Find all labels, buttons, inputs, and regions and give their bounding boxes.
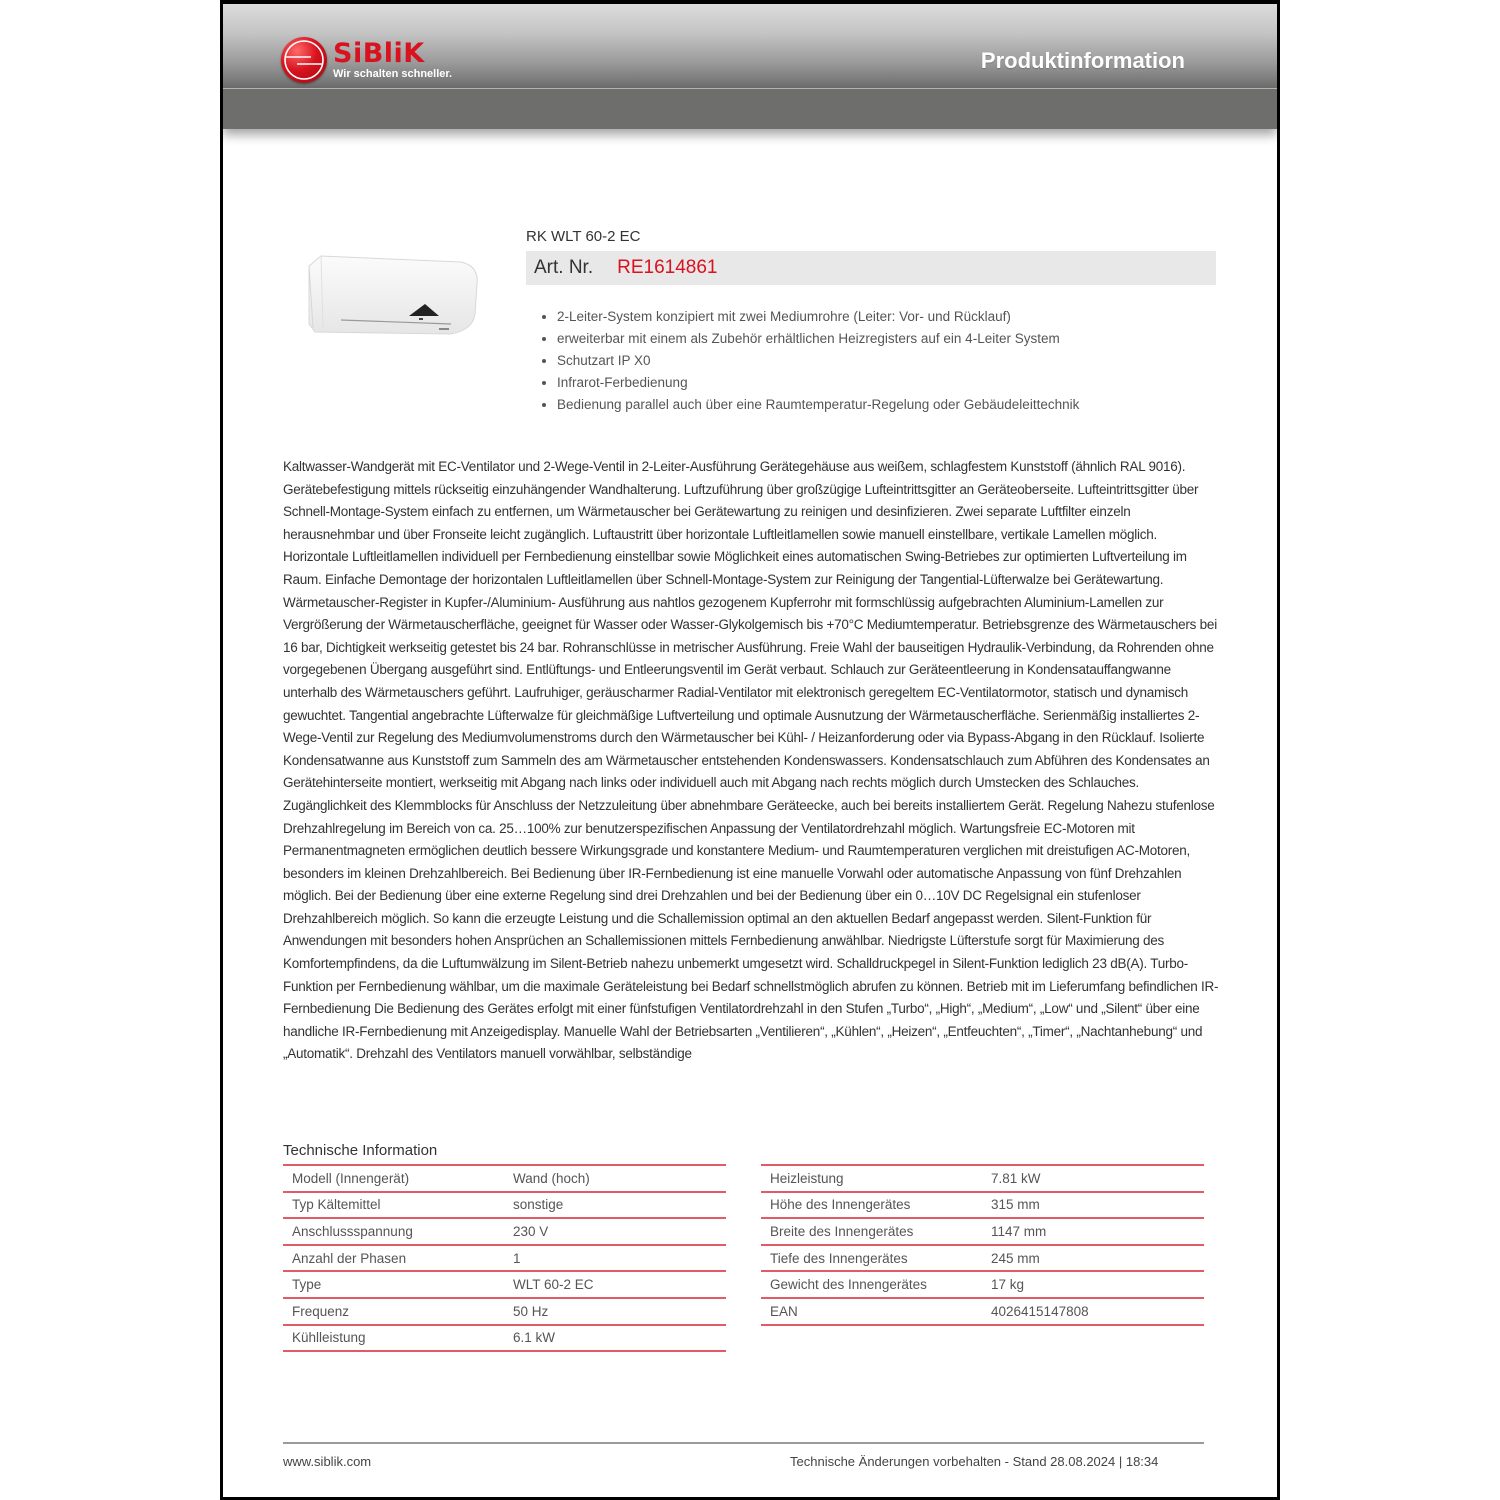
product-model: RK WLT 60-2 EC: [526, 228, 641, 245]
article-number-value: RE1614861: [617, 257, 718, 278]
spec-value: 245 mm: [991, 1250, 1040, 1266]
article-number-label: Art. Nr.: [534, 257, 594, 278]
spec-key: Type: [292, 1277, 322, 1293]
table-row: [283, 1218, 726, 1245]
table-row: [761, 1271, 1204, 1298]
footer-divider: [283, 1442, 1204, 1444]
spec-key: EAN: [770, 1303, 798, 1319]
page-title: Produktinformation: [980, 48, 1185, 73]
spec-value: 230 V: [513, 1223, 549, 1239]
footer-note: Technische Änderungen vorbehalten - Stand 28.08.2024 | 18:34: [790, 1454, 1159, 1469]
technical-table-left: [283, 1164, 726, 1352]
table-row: [283, 1192, 726, 1219]
table-row: [283, 1271, 726, 1298]
brand-name: SiBliK: [333, 38, 425, 69]
spec-key: Frequenz: [292, 1303, 350, 1319]
spec-key: Breite des Innengerätes: [770, 1223, 914, 1239]
table-row: [283, 1298, 726, 1325]
table-row: [283, 1245, 726, 1272]
footer-website-link[interactable]: www.siblik.com: [283, 1454, 372, 1469]
spec-value: 17 kg: [991, 1277, 1025, 1293]
feature-item: • 2-Leiter-System konzipiert mit zwei Mediumrohre (Leiter: Vor- und Rücklauf): [557, 306, 1079, 328]
feature-item: • erweiterbar mit einem als Zubehör erhältlichen Heizregisters auf ein 4-Leiter System: [557, 328, 1079, 350]
header-band: [223, 89, 1277, 129]
spec-value: 6.1 kW: [513, 1330, 556, 1346]
feature-item: • Schutzart IP X0: [557, 350, 1079, 372]
brand-logo: [281, 37, 452, 83]
technical-info-title: Technische Information: [283, 1142, 438, 1159]
spec-key: Modell (Innengerät): [292, 1170, 410, 1186]
spec-key: Gewicht des Innengerätes: [770, 1277, 927, 1293]
spec-value: 50 Hz: [513, 1303, 549, 1319]
logo-disc-icon: [281, 37, 327, 83]
article-number-bar: [526, 251, 1216, 285]
table-row: [761, 1165, 1204, 1192]
product-image: [301, 244, 481, 344]
feature-item: • Bedienung parallel auch über eine Raumtemperatur-Regelung oder Gebäudeleittechnik: [557, 394, 1079, 416]
spec-key: Tiefe des Innengerätes: [770, 1250, 908, 1266]
brand-tagline: Wir schalten schneller.: [333, 68, 453, 80]
spec-value: 1147 mm: [991, 1223, 1047, 1239]
technical-table-right: [761, 1164, 1204, 1326]
spec-value: 1: [513, 1250, 521, 1266]
table-row: [761, 1245, 1204, 1272]
table-row: [761, 1298, 1204, 1325]
spec-value: 315 mm: [991, 1197, 1040, 1213]
spec-value: sonstige: [513, 1197, 564, 1213]
table-row: [283, 1325, 726, 1352]
spec-value: Wand (hoch): [513, 1170, 590, 1186]
page-sheet: [223, 4, 1277, 1497]
spec-key: Anzahl der Phasen: [292, 1250, 407, 1266]
spec-key: Anschlussspannung: [292, 1223, 413, 1239]
product-description: Kaltwasser-Wandgerät mit EC-Ventilator und 2-Wege-Ventil in 2-Leiter-Ausführung Gerätegehäuse aus weißem, schlagfestem Kunststoff (ähnlich RAL 9016). Gerätebefestigung mittels rückseitig einzuhängender Wandhalterung. Luftzuführung über großzügige Lufteintrittsgitter an Geräteoberseite. Lufteintrittsgitter über Schnell-Montage-System einfach zu entfernen, um Wärmetauscher bei Gerätewartung zu reinigen und desinfizieren. Zwei separate Luftfilter einzeln herausnehmbar und über Fronseite leicht zugänglich. Luftaustritt über horizontale Luftleitlamellen sowie manuell einstellbare, vertikale Lamellen möglich. Horizontale Luftleitlamellen individuell per Fernbedienung einstellbar sowie Möglichkeit eines automatischen Swing-Betriebes zur optimierten Luftverteilung im Raum. Einfache Demontage der horizontalen Luftleitlamellen über Schnell-Montage-System zur Reinigung der Tangential-Lüfterwalze bei Gerätewartung. Wärmetauscher-Register in Kupfer-/Aluminium- Ausführung aus nahtlos gezogenem Kupferrohr mit formschlüssig aufgebrachten Aluminium-Lamellen zur Vergrößerung der Wärmetauscherfläche, geeignet für Wasser oder Wasser-Glykolgemisch bis +70°C Mediumtemperatur. Betriebsgrenze des Wärmetauschers bei 16 bar, Dichtigkeit werkseitig getestet bis 24 bar. Rohranschlüsse in metrischer Ausführung. Freie Wahl der bauseitigen Hydraulik-Verbindung, da Rohrenden ohne vorgegebenen Übergang ausgeführt sind. Entlüftungs- und Entleerungsventil im Gerät verbaut. Schlauch zur Geräteentleerung in Kondensatauffangwanne unterhalb des Wärmetauschers geführt. Laufruhiger, geräuscharmer Radial-Ventilator mit elektronisch geregeltem EC-Ventilatormotor, statisch und dynamisch gewuchtet. Tangential angebrachte Lüfterwalze für gleichmäßige Luftverteilung und optimale Ausnutzung der Wärmetauscherfläche. Serienmäßig installiertes 2-Wege-Ventil zur Regelung des Mediumvolumenstroms durch den Wärmetauscher bei Kühl- / Heizanforderung oder via Bypass-Abgang in den Rücklauf. Isolierte Kondensatwanne aus Kunststoff zum Sammeln des am Wärmetauscher entstehenden Kondenswassers. Kondensatschlauch zum Abführen des Kondensates an Gerätehinterseite montiert, werkseitig mit Abgang nach links oder individuell auch mit Abgang nach rechts möglich durch Umstecken des Schlauches. Zugänglichkeit des Klemmblocks für Anschluss der Netzzuleitung über abnehmbare Geräteecke, auch bei bereits installiertem Gerät. Regelung Nahezu stufenlose Drehzahlregelung im Bereich von ca. 25…100% zur benutzerspezifischen Anpassung der Ventilatordrehzahl möglich. Wartungsfreie EC-Motoren mit Permanentmagneten ermöglichen deutlich bessere Wirkungsgrade und konstantere Medium- und Raumtemperaturen verglichen mit dreistufigen AC-Motoren, besonders im kleinen Drehzahlbereich. Bei Bedienung über IR-Fernbedienung ist eine manuelle Vorwahl oder automatische Anpassung von fünf Drehzahlen möglich. Bei der Bedienung über eine externe Regelung sind drei Drehzahlen und bei der Bedienung über ein 0…10V DC Regelsignal ein stufenloser Drehzahlbereich möglich. So kann die erzeugte Leistung und die Schallemission optimal an den aktuellen Bedarf angepasst werden. Silent-Funktion für Anwendungen mit besonders hohen Ansprüchen an Schallemissionen mittels Fernbedienung anwählbar. Niedrigste Lüfterstufe sorgt für Maximierung des Komfortempfindens, da die Luftumwälzung im Silent-Betrieb nahezu unbemerkt umgesetzt wird. Schalldruckpegel in Silent-Funktion lediglich 23 dB(A). Turbo-Funktion per Fernbedienung wählbar, um die maximale Geräteleistung bei Bedarf schnellstmöglich abrufen zu können. Betrieb mit im Lieferumfang befindlichen IR-Fernbedienung Die Bedienung des Gerätes erfolgt mit einer fünfstufigen Ventilatordrehzahl in den Stufen „Turbo“, „High“, „Medium“, „Low“ und „Silent“ über eine handliche IR-Fernbedienung mit Anzeigedisplay. Manuelle Wahl der Betriebsarten „Ventilieren“, „Kühlen“, „Heizen“, „Entfeuchten“, „Timer“, „Nachtanhebung“ und „Automatik“. Drehzahl des Ventilators manuell vorwählbar, selbständige: [283, 459, 1219, 1062]
spec-key: Heizleistung: [770, 1170, 844, 1186]
spec-value: 4026415147808: [991, 1303, 1089, 1319]
spec-key: Höhe des Innengerätes: [770, 1197, 911, 1213]
table-row: [761, 1192, 1204, 1219]
spec-key: Typ Kältemittel: [292, 1197, 381, 1213]
spec-value: WLT 60-2 EC: [513, 1277, 594, 1293]
table-row: [283, 1165, 726, 1192]
spec-value: 7.81 kW: [991, 1170, 1041, 1186]
table-row: [761, 1218, 1204, 1245]
feature-list: [539, 306, 1079, 416]
feature-item: • Infrarot-Ferbedienung: [557, 372, 1079, 394]
document-page: [220, 0, 1280, 1500]
spec-key: Kühlleistung: [292, 1330, 366, 1346]
